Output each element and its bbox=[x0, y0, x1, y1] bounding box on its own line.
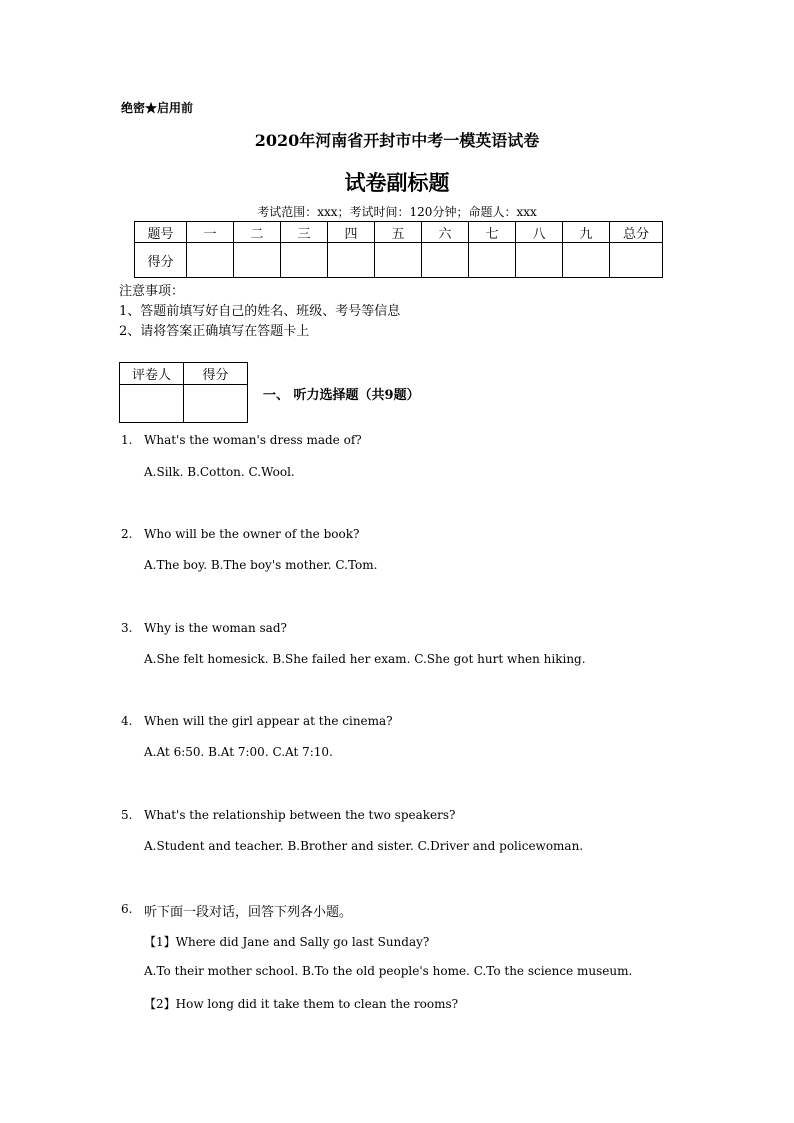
score-cell bbox=[281, 243, 328, 278]
score-header-cell: 一 bbox=[187, 222, 234, 243]
grader-score-cell bbox=[184, 385, 248, 423]
exam-title: 2020年河南省开封市中考一模英语试卷 bbox=[254, 131, 540, 150]
score-header-cell: 七 bbox=[469, 222, 516, 243]
score-header-cell: 题号 bbox=[135, 222, 187, 243]
score-header-cell: 四 bbox=[328, 222, 375, 243]
score-cell bbox=[328, 243, 375, 278]
question-text: When will the girl appear at the cinema? bbox=[144, 714, 393, 728]
notes-item: 2、请将答案正确填写在答题卡上 bbox=[119, 324, 310, 339]
question-options: A.At 6:50. B.At 7:00. C.At 7:10. bbox=[144, 745, 333, 759]
sub-question-text: 【1】Where did Jane and Sally go last Sunday? bbox=[144, 935, 430, 949]
question-options: A.She felt homesick. B.She failed her exam. C.She got hurt when hiking. bbox=[144, 652, 586, 666]
question-number: 5. bbox=[121, 808, 133, 822]
secret-label: 绝密★启用前 bbox=[121, 101, 194, 115]
grader-header: 评卷人 bbox=[120, 363, 184, 385]
score-cell bbox=[563, 243, 610, 278]
score-table bbox=[134, 221, 663, 278]
question-text: 听下面一段对话，回答下列各小题。 bbox=[144, 905, 353, 920]
score-header-cell: 五 bbox=[375, 222, 422, 243]
score-header-cell: 三 bbox=[281, 222, 328, 243]
score-cell bbox=[422, 243, 469, 278]
question-text: Why is the woman sad? bbox=[144, 621, 287, 635]
question-number: 2. bbox=[121, 527, 133, 541]
sub-question-options: A.To their mother school. B.To the old people's home. C.To the science museum. bbox=[144, 964, 633, 978]
question-number: 4. bbox=[121, 714, 133, 728]
score-cell bbox=[610, 243, 663, 278]
question-number: 6. bbox=[121, 902, 133, 916]
grader-table bbox=[119, 362, 248, 423]
question-number: 1. bbox=[121, 433, 133, 447]
section-title: 一、 听力选择题（共9题） bbox=[263, 388, 420, 403]
grader-score-header: 得分 bbox=[184, 363, 248, 385]
notes-item: 1、答题前填写好自己的姓名、班级、考号等信息 bbox=[119, 304, 401, 319]
question-text: What's the relationship between the two speakers? bbox=[144, 808, 456, 822]
exam-info: 考试范围：xxx；考试时间：120分钟；命题人：xxx bbox=[257, 205, 537, 219]
question-text: What's the woman's dress made of? bbox=[144, 433, 362, 447]
question-text: Who will be the owner of the book? bbox=[144, 527, 360, 541]
score-header-cell: 总分 bbox=[610, 222, 663, 243]
score-row-label: 得分 bbox=[135, 243, 187, 278]
score-cell bbox=[187, 243, 234, 278]
score-cell bbox=[375, 243, 422, 278]
score-cell bbox=[469, 243, 516, 278]
score-header-cell: 八 bbox=[516, 222, 563, 243]
question-options: A.The boy. B.The boy's mother. C.Tom. bbox=[144, 558, 378, 572]
exam-subtitle: 试卷副标题 bbox=[344, 170, 450, 195]
score-cell bbox=[516, 243, 563, 278]
score-header-cell: 九 bbox=[563, 222, 610, 243]
grader-cell bbox=[120, 385, 184, 423]
question-options: A.Silk. B.Cotton. C.Wool. bbox=[144, 465, 295, 479]
score-cell bbox=[234, 243, 281, 278]
score-header-cell: 二 bbox=[234, 222, 281, 243]
notes-title: 注意事项： bbox=[119, 284, 185, 299]
notes bbox=[119, 282, 400, 342]
question-number: 3. bbox=[121, 621, 133, 635]
score-header-cell: 六 bbox=[422, 222, 469, 243]
question-options: A.Student and teacher. B.Brother and sister. C.Driver and policewoman. bbox=[144, 839, 584, 853]
sub-question-text: 【2】How long did it take them to clean the rooms? bbox=[144, 997, 459, 1011]
